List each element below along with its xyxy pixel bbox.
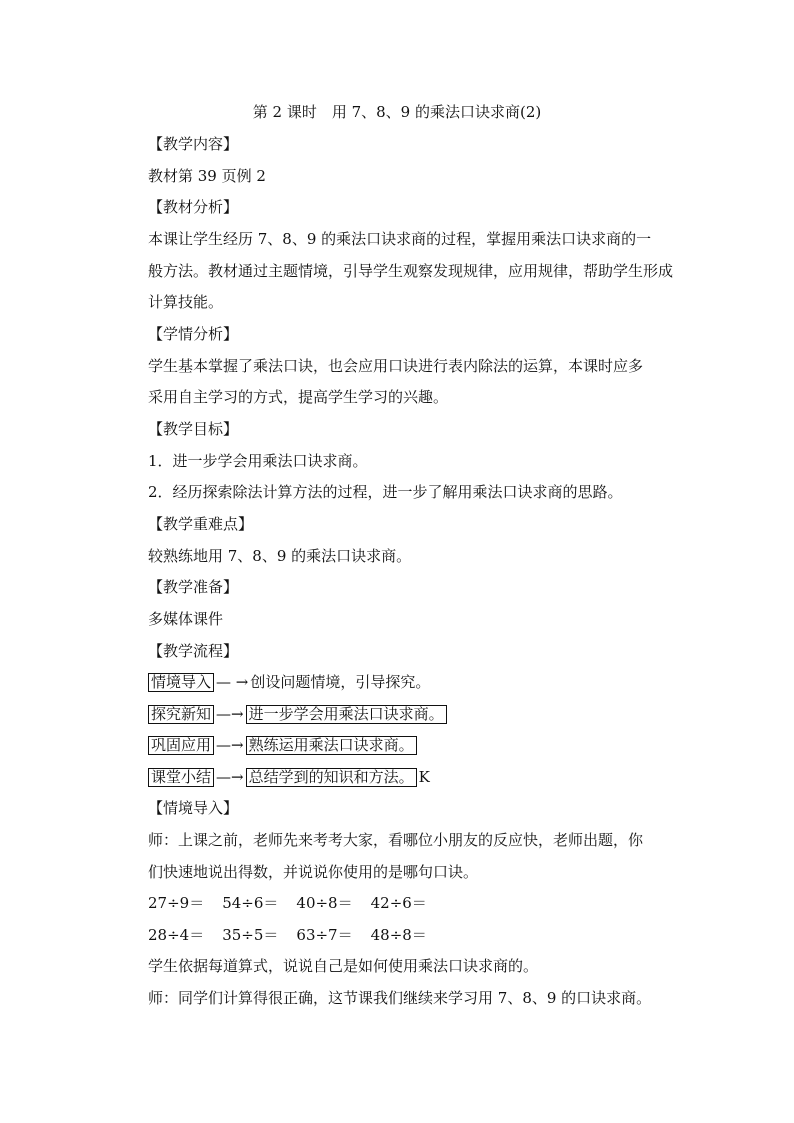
flow-description-box: 进一步学会用乘法口诀求商。 (246, 705, 447, 724)
prep-text: 多媒体课件 (148, 610, 224, 628)
flow-description-box: 总结学到的知识和方法。 (246, 768, 417, 787)
flow-stage-box: 情境导入 (148, 673, 214, 692)
equation: 40÷8＝ (296, 894, 353, 912)
student-line: 采用自主学习的方式，提高学生学习的兴趣。 (148, 388, 449, 406)
closing-line: 师：同学们计算得很正确，这节课我们继续来学习用 7、8、9 的口诀求商。 (148, 989, 652, 1007)
analysis-line: 计算技能。 (148, 293, 224, 311)
prep-heading: 【教学准备】 (148, 578, 239, 596)
equation: 28÷4＝ (148, 926, 205, 944)
student-heading: 【学情分析】 (148, 325, 239, 343)
equation: 63÷7＝ (296, 926, 353, 944)
flow-arrow: —→ (216, 736, 244, 754)
flow-step (148, 704, 447, 724)
flow-step (148, 767, 430, 787)
student-line: 学生基本掌握了乘法口诀，也会应用口诀进行表内除法的运算，本课时应多 (148, 357, 644, 375)
equation: 27÷9＝ (148, 894, 205, 912)
analysis-line: 般方法。教材通过主题情境，引导学生观察发现规律，应用规律，帮助学生形成 (148, 262, 674, 280)
flow-arrow: —→ (216, 705, 244, 723)
page-title: 第 2 课时 用 7、8、9 的乘法口诀求商(2) (252, 103, 542, 121)
goal-item: 2．经历探索除法计算方法的过程，进一步了解用乘法口诀求商的思路。 (148, 483, 623, 501)
equation: 35÷5＝ (222, 926, 279, 944)
flow-description: 创设问题情境，引导探究。 (250, 673, 431, 691)
goals-heading: 【教学目标】 (148, 420, 239, 438)
equation: 54÷6＝ (222, 894, 279, 912)
flow-arrow: —→ (216, 768, 244, 786)
equation: 48÷8＝ (370, 926, 427, 944)
equation-row (148, 893, 427, 913)
closing-line: 学生依据每道算式，说说自己是如何使用乘法口诀求商的。 (148, 957, 539, 975)
equation-row (148, 925, 427, 945)
flow-step (148, 672, 430, 692)
intro-line: 们快速地说出得数，并说说你使用的是哪句口诀。 (148, 863, 479, 881)
flow-arrow: — → (216, 673, 249, 691)
flow-stage-box: 探究新知 (148, 705, 214, 724)
goal-item: 1．进一步学会用乘法口诀求商。 (148, 452, 368, 470)
flow-step (148, 735, 417, 755)
analysis-line: 本课让学生经历 7、8、9 的乘法口诀求商的过程，掌握用乘法口诀求商的一 (148, 230, 652, 248)
intro-line: 师：上课之前，老师先来考考大家，看哪位小朋友的反应快，老师出题，你 (148, 831, 644, 849)
flow-tail-mark: K (418, 768, 430, 786)
flow-stage-box: 巩固应用 (148, 736, 214, 755)
intro-heading: 【情境导入】 (148, 799, 239, 817)
keypoint-heading: 【教学重难点】 (148, 515, 254, 533)
content-heading: 【教学内容】 (148, 135, 239, 153)
flow-description-box: 熟练运用乘法口诀求商。 (246, 736, 417, 755)
content-text: 教材第 39 页例 2 (148, 167, 266, 185)
equation: 42÷6＝ (370, 894, 427, 912)
analysis-heading: 【教材分析】 (148, 198, 239, 216)
keypoint-text: 较熟练地用 7、8、9 的乘法口诀求商。 (148, 547, 412, 565)
flow-heading: 【教学流程】 (148, 642, 239, 660)
flow-stage-box: 课堂小结 (148, 768, 214, 787)
